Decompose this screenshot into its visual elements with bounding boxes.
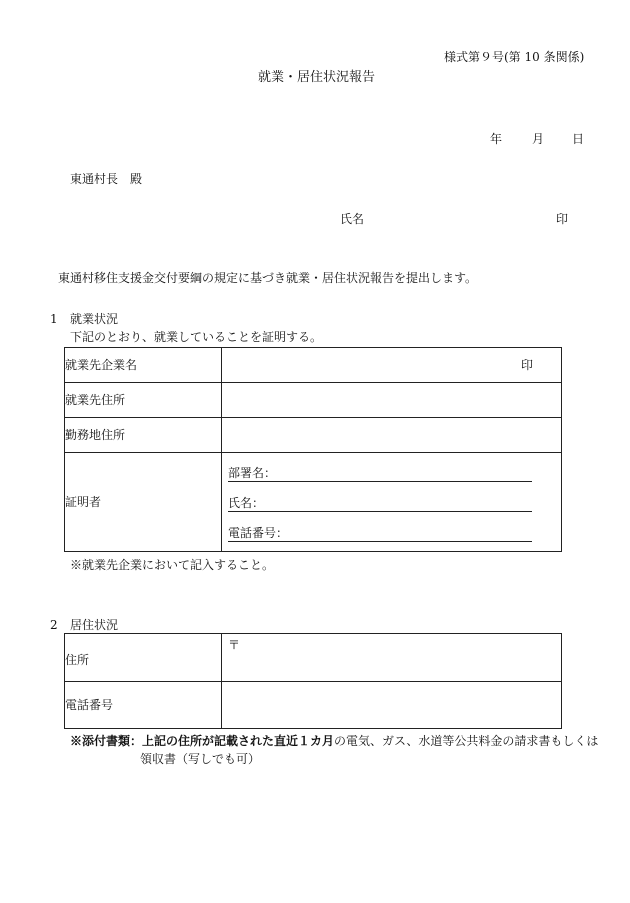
attachment-note-rest: の電気、ガス、水道等公共料金の請求書もしくは bbox=[334, 734, 599, 748]
addressee: 東通村長 殿 bbox=[70, 172, 143, 186]
attachment-note-line2: 領収書（写しでも可） bbox=[140, 752, 261, 766]
certifier-name-label: 氏名： bbox=[228, 495, 265, 510]
department-label: 部署名： bbox=[228, 465, 277, 480]
date-month: 月 bbox=[532, 132, 545, 146]
company-address-field[interactable] bbox=[222, 383, 562, 418]
certifier-phone-line[interactable] bbox=[228, 525, 532, 542]
form-number: 様式第９号(第 10 条関係) bbox=[444, 50, 585, 64]
certifier-phone-label: 電話番号： bbox=[228, 525, 289, 540]
company-name-label: 就業先企業名 bbox=[65, 348, 222, 383]
company-address-label: 就業先住所 bbox=[65, 383, 222, 418]
address-field[interactable] bbox=[222, 634, 562, 682]
department-line[interactable] bbox=[228, 465, 532, 482]
attachment-note-prefix: ※添付書類： bbox=[70, 734, 143, 748]
date-year: 年 bbox=[490, 132, 503, 146]
residence-table bbox=[64, 633, 562, 729]
employment-table bbox=[64, 347, 562, 552]
phone-label: 電話番号 bbox=[65, 682, 222, 729]
work-address-label: 勤務地住所 bbox=[65, 418, 222, 453]
attachment-note bbox=[70, 734, 598, 748]
certifier-field bbox=[222, 453, 562, 552]
phone-field[interactable] bbox=[222, 682, 562, 729]
applicant-name-label: 氏名 bbox=[340, 212, 365, 226]
work-address-field[interactable] bbox=[222, 418, 562, 453]
company-name-field[interactable] bbox=[222, 348, 562, 383]
document-title: 就業・居住状況報告 bbox=[258, 70, 376, 85]
address-label: 住所 bbox=[65, 634, 222, 682]
section2-number: 2 bbox=[50, 618, 58, 632]
attachment-note-bold: 上記の住所が記載された直近１カ月 bbox=[142, 734, 335, 748]
postal-mark: 〒 bbox=[228, 638, 241, 652]
section1-heading: 就業状況 bbox=[70, 312, 119, 326]
date-day: 日 bbox=[572, 132, 585, 146]
certifier-label: 証明者 bbox=[65, 453, 222, 552]
certifier-name-line[interactable] bbox=[228, 495, 532, 512]
applicant-seal: 印 bbox=[556, 212, 569, 226]
company-seal: 印 bbox=[520, 358, 533, 372]
section2-heading: 居住状況 bbox=[70, 618, 119, 632]
section1-number: 1 bbox=[50, 312, 58, 326]
section1-note: ※就業先企業において記入すること。 bbox=[70, 558, 275, 572]
intro-text: 東通村移住支援金交付要綱の規定に基づき就業・居住状況報告を提出します。 bbox=[58, 271, 478, 285]
section1-lead: 下記のとおり、就業していることを証明する。 bbox=[70, 330, 323, 344]
